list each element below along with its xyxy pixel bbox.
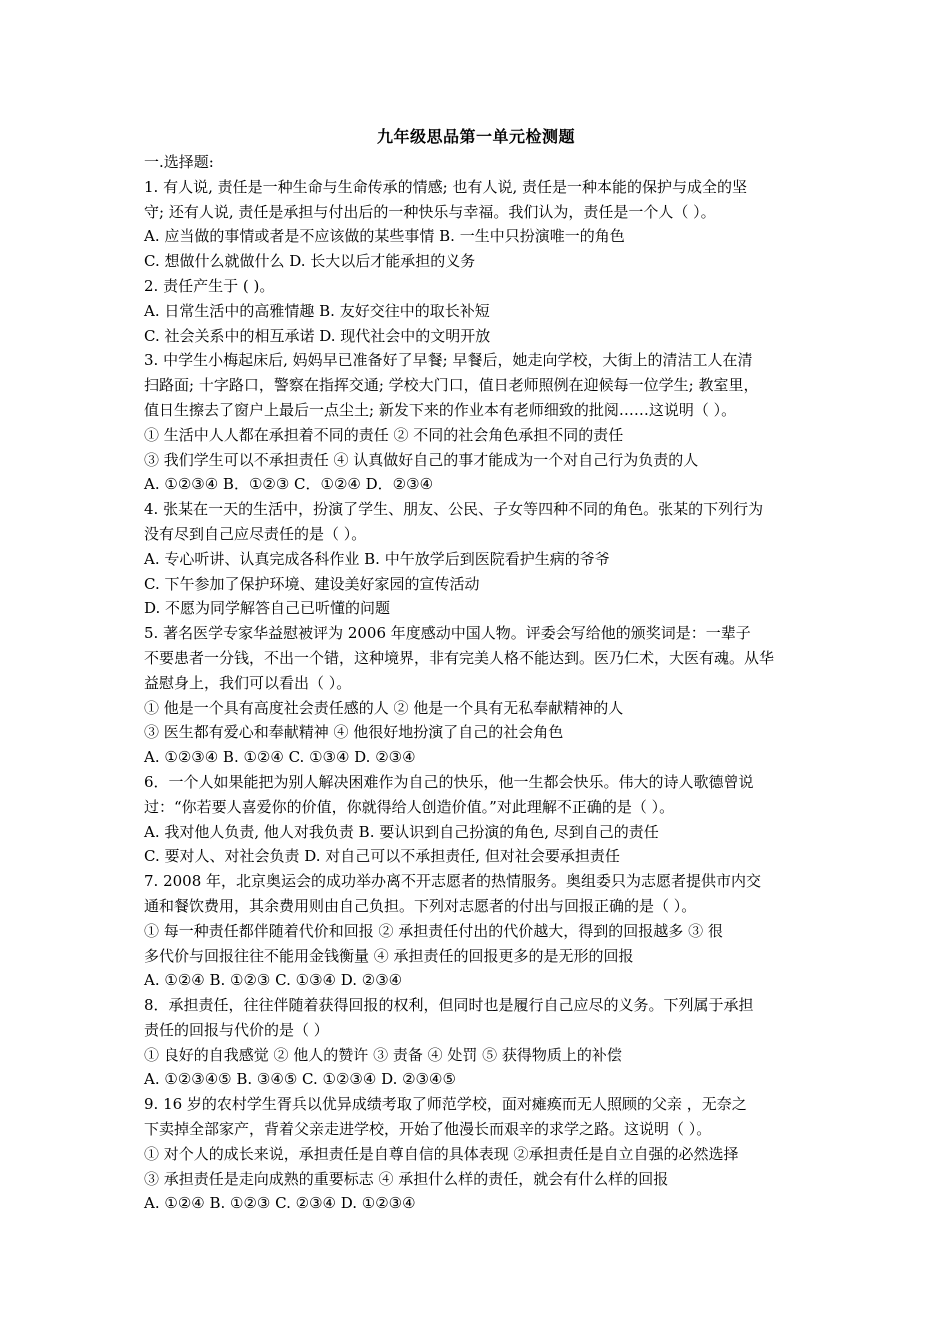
text-line: 通和餐饮费用，其余费用则由自己负担。下列对志愿者的付出与回报正确的是（ ）。 — [144, 896, 697, 915]
text-line: 扫路面; 十字路口，警察在指挥交通; 学校大门口，值日老师照例在迎候每一位学生; 教室里， — [144, 376, 759, 395]
text-line: C. 社会关系中的相互承诺 D. 现代社会中的文明开放 — [144, 326, 491, 345]
text-line: 守; 还有人说, 责任是承担与付出后的一种快乐与幸福。我们认为，责任是一个人（ ）。 — [144, 202, 716, 221]
text-line: 下卖掉全部家产，背着父亲走进学校，开始了他漫长而艰辛的求学之路。这说明（ ）。 — [144, 1120, 712, 1139]
text-line: A. ①②④ B. ①②③ C. ①③④ D. ②③④ — [144, 971, 403, 990]
text-line: A. 专心听讲、认真完成各科作业 B. 中午放学后到医院看护生病的爷爷 — [144, 549, 610, 568]
text-line: 5. 著名医学专家华益慰被评为 2006 年度感动中国人物。评委会写给他的颁奖词是：一辈子 — [144, 624, 751, 643]
text-line: ① 生活中人人都在承担着不同的责任 ② 不同的社会角色承担不同的责任 — [144, 425, 624, 444]
text-line: 4. 张某在一天的生活中，扮演了学生、朋友、公民、子女等四种不同的角色。张某的下列行为 — [144, 500, 764, 519]
text-line: ③ 医生都有爱心和奉献精神 ④ 他很好地扮演了自己的社会角色 — [144, 723, 564, 742]
text-line: 益慰身上，我们可以看出（ ）。 — [144, 673, 352, 692]
question-body — [144, 175, 808, 1216]
text-line: 6．一个人如果能把为别人解决困难作为自己的快乐，他一生都会快乐。伟大的诗人歌德曾说 — [144, 772, 754, 791]
text-line: ③ 承担责任是走向成熟的重要标志 ④ 承担什么样的责任，就会有什么样的回报 — [144, 1169, 669, 1188]
text-line: ① 他是一个具有高度社会责任感的人 ② 他是一个具有无私奉献精神的人 — [144, 698, 624, 717]
text-line: C. 要对人、对社会负责 D. 对自己可以不承担责任, 但对社会要承担责任 — [144, 847, 620, 866]
text-line: 责任的回报与代价的是（ ） — [144, 1020, 329, 1039]
text-line: A. 日常生活中的高雅情趣 B. 友好交往中的取长补短 — [144, 301, 490, 320]
document-content — [144, 124, 808, 1216]
text-line: 过：“你若要人喜爱你的价值，你就得给人创造价值。”对此理解不正确的是（ ）。 — [144, 797, 675, 816]
section-heading: 一.选择题: — [144, 153, 214, 171]
text-line: C. 下午参加了保护环境、建设美好家园的宣传活动 — [144, 574, 480, 593]
text-line: A. 我对他人负责, 他人对我负责 B. 要认识到自己扮演的角色, 尽到自己的责任 — [144, 822, 659, 841]
text-line: ① 良好的自我感觉 ② 他人的赞许 ③ 责备 ④ 处罚 ⑤ 获得物质上的补偿 — [144, 1045, 622, 1064]
document-title: 九年级思品第一单元检测题 — [376, 127, 575, 146]
text-line: D. 不愿为同学解答自己已听懂的问题 — [144, 599, 391, 618]
text-line: 7. 2008 年，北京奥运会的成功举办离不开志愿者的热情服务。奥组委只为志愿者提供市内交 — [144, 872, 762, 891]
text-line: A. ①②③④ B. ①②④ C. ①③④ D. ②③④ — [144, 748, 416, 767]
text-line: 多代价与回报往往不能用金钱衡量 ④ 承担责任的回报更多的是无形的回报 — [144, 946, 634, 965]
text-line: A. 应当做的事情或者是不应该做的某些事情 B. 一生中只扮演唯一的角色 — [144, 227, 625, 246]
text-line: ③ 我们学生可以不承担责任 ④ 认真做好自己的事才能成为一个对自己行为负责的人 — [144, 450, 699, 469]
text-line: A. ①②③④ B．①②③ C．①②④ D．②③④ — [144, 475, 434, 494]
text-line: ① 每一种责任都伴随着代价和回报 ② 承担责任付出的代价越大，得到的回报越多 ③ 很 — [144, 921, 723, 940]
text-line: 1. 有人说, 责任是一种生命与生命传承的情感; 也有人说, 责任是一种本能的保护与成全的坚 — [144, 177, 747, 196]
text-line: 2. 责任产生于 ( )。 — [144, 276, 275, 295]
text-line: A. ①②④ B. ①②③ C. ②③④ D. ①②③④ — [144, 1194, 416, 1213]
text-line: A. ①②③④⑤ B. ③④⑤ C. ①②③④ D. ②③④⑤ — [144, 1070, 456, 1089]
text-line: ① 对个人的成长来说，承担责任是自尊自信的具体表现 ②承担责任是自立自强的必然选择 — [144, 1144, 739, 1163]
text-line: 没有尽到自己应尽责任的是（ ）。 — [144, 524, 367, 543]
text-line: 3. 中学生小梅起床后, 妈妈早已准备好了早餐; 早餐后，她走向学校，大街上的清洁工人在清 — [144, 351, 753, 370]
text-line: 8．承担责任，往往伴随着获得回报的权利，但同时也是履行自己应尽的义务。下列属于承担 — [144, 996, 754, 1015]
text-line: 9. 16 岁的农村学生胥兵以优异成绩考取了师范学校，面对瘫痪而无人照顾的父亲 ，无奈之 — [144, 1095, 747, 1114]
text-line: 值日生擦去了窗户上最后一点尘土; 新发下来的作业本有老师细致的批阅……这说明（ ）。 — [144, 400, 737, 419]
text-line: 不要患者一分钱，不出一个错，这种境界，非有完美人格不能达到。医乃仁术，大医有魂。从华 — [144, 648, 775, 667]
text-line: C. 想做什么就做什么 D. 长大以后才能承担的义务 — [144, 252, 476, 271]
